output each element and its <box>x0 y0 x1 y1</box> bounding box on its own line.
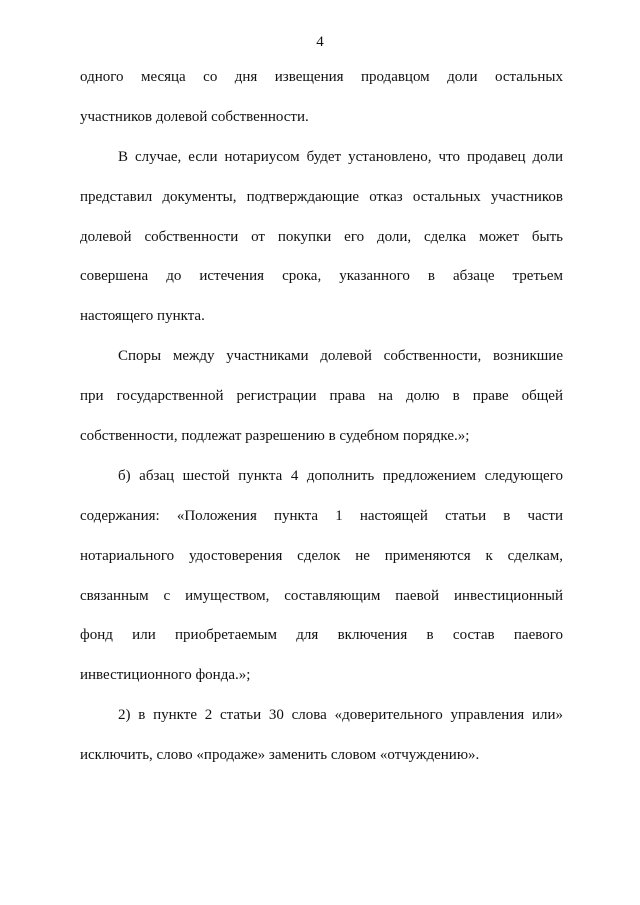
paragraph-first-line: б) абзац шестой пункта 4 дополнить предложением следующего <box>118 467 563 484</box>
text-line: представил документы, подтверждающие отказ остальных участников <box>80 188 563 205</box>
text-line: при государственной регистрации права на долю в праве общей <box>80 388 563 405</box>
paragraph-first-line: В случае, если нотариусом будет установлено, что продавец доли <box>118 148 563 165</box>
text-line: исключить, слово «продаже» заменить словом «отчуждению». <box>80 747 480 764</box>
text-line: долевой собственности от покупки его доли, сделка может быть <box>80 228 563 245</box>
text-line: фонд или приобретаемым для включения в состав паевого <box>80 627 563 644</box>
document-body <box>80 62 563 780</box>
text-line: инвестиционного фонда.»; <box>80 667 251 684</box>
text-line: одного месяца со дня извещения продавцом доли остальных <box>80 69 563 85</box>
text-line: совершена до истечения срока, указанного в абзаце третьем <box>80 268 563 285</box>
page-number: 4 <box>316 34 324 50</box>
text-line: содержания: «Положения пункта 1 настоящей статьи в части <box>80 507 563 524</box>
text-line: связанным с имуществом, составляющим паевой инвестиционный <box>80 587 563 604</box>
text-line: собственности, подлежат разрешению в судебном порядке.»; <box>80 428 470 445</box>
text-line: участников долевой собственности. <box>80 108 309 125</box>
text-line: нотариального удостоверения сделок не применяются к сделкам, <box>80 547 563 564</box>
text-line: настоящего пункта. <box>80 308 205 325</box>
paragraph-first-line: 2) в пункте 2 статьи 30 слова «доверительного управления или» <box>118 707 563 724</box>
paragraph-first-line: Споры между участниками долевой собственности, возникшие <box>118 348 563 365</box>
